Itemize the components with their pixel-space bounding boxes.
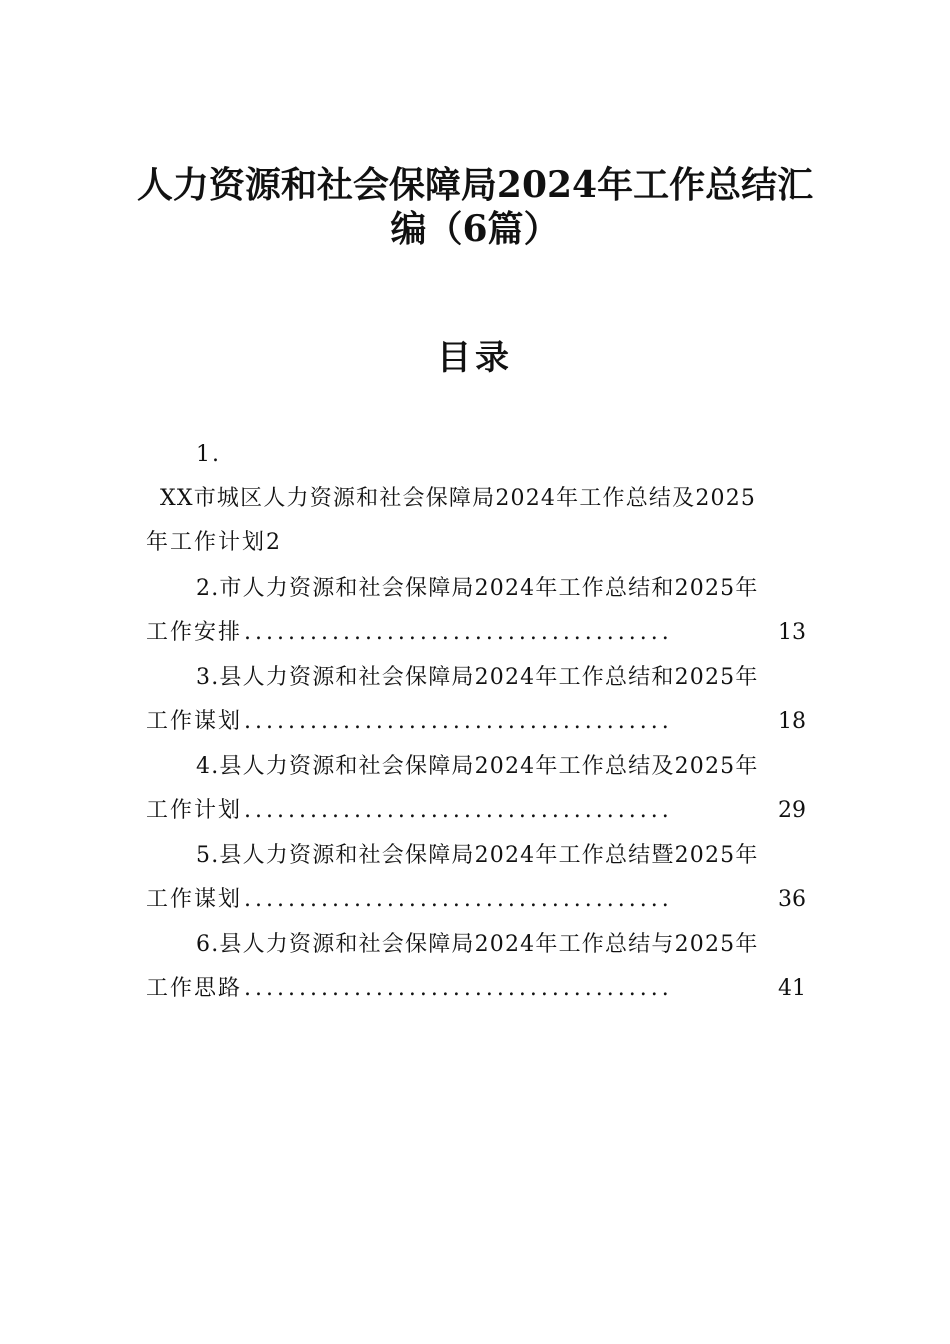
document-title-line-2: 编（6篇）	[390, 208, 560, 250]
toc-entry-4-row[interactable]	[146, 796, 806, 826]
toc-entry-2-row[interactable]	[146, 618, 806, 648]
toc-entry-2-line-1[interactable]: 2.市人力资源和社会保障局2024年工作总结和2025年	[196, 576, 759, 601]
toc-entry-3-line-1[interactable]: 3.县人力资源和社会保障局2024年工作总结和2025年	[196, 665, 759, 690]
toc-entry-5-page: 36	[778, 887, 806, 912]
toc-entry-6-line-2: 工作思路	[146, 976, 243, 1001]
toc-entry-2-line-2: 工作安排	[146, 620, 243, 645]
toc-entry-5-line-1[interactable]: 5.县人力资源和社会保障局2024年工作总结暨2025年	[196, 843, 759, 868]
toc-entry-6-line-1[interactable]: 6.县人力资源和社会保障局2024年工作总结与2025年	[196, 932, 759, 957]
toc-entry-4-line-1[interactable]: 4.县人力资源和社会保障局2024年工作总结及2025年	[196, 754, 759, 779]
toc-entry-3-row[interactable]	[146, 707, 806, 737]
toc-entry-3-line-2: 工作谋划	[146, 709, 243, 734]
document-title-line-1: 人力资源和社会保障局2024年工作总结汇	[136, 164, 814, 206]
toc-entry-6-page: 41	[778, 976, 806, 1001]
toc-entry-6-row[interactable]	[146, 974, 806, 1004]
toc-heading: 目录	[437, 338, 513, 378]
toc-entry-4-line-2: 工作计划	[146, 798, 243, 823]
toc-entry-1-number: 1.	[196, 442, 221, 467]
toc-entry-2-dot-leader: .......................................	[244, 620, 673, 645]
toc-entry-1-line-2[interactable]: 年工作计划2	[146, 530, 282, 555]
toc-entry-5-line-2: 工作谋划	[146, 887, 243, 912]
toc-entry-3-page: 18	[778, 709, 806, 734]
toc-entry-2-page: 13	[778, 620, 806, 645]
toc-entry-4-dot-leader: .......................................	[244, 798, 673, 823]
toc-entry-6-dot-leader: .......................................	[244, 976, 673, 1001]
toc-entry-4-page: 29	[778, 798, 806, 823]
toc-entry-1-line-1[interactable]: XX市城区人力资源和社会保障局2024年工作总结及2025	[160, 486, 757, 511]
toc-entry-3-dot-leader: .......................................	[244, 709, 673, 734]
toc-entry-5-row[interactable]	[146, 885, 806, 915]
toc-entry-5-dot-leader: .......................................	[244, 887, 673, 912]
